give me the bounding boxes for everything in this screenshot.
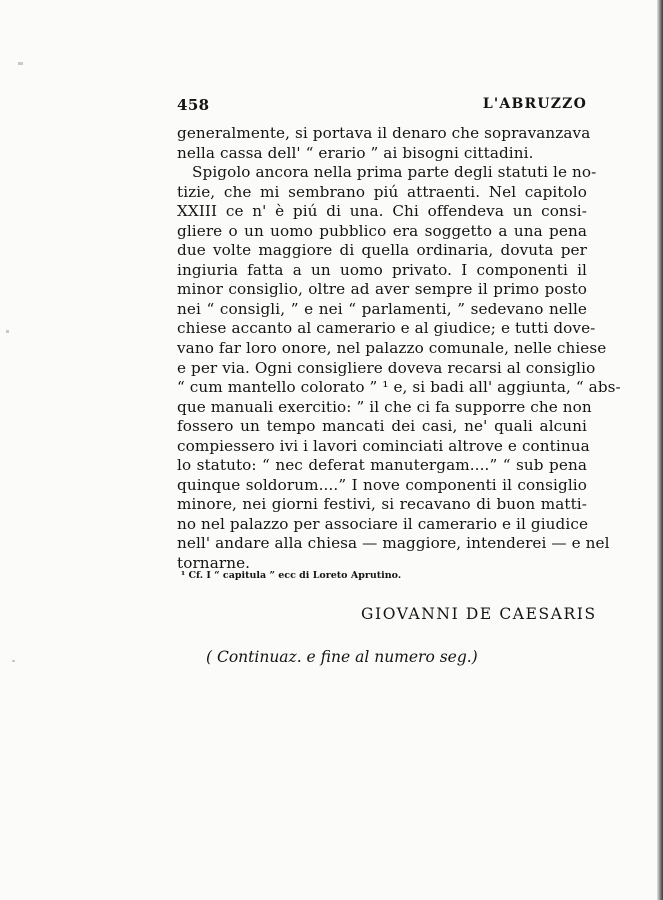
paper-speck [18, 62, 23, 65]
text-line: nella cassa dell' “ erario ” ai bisogni cittadini. [177, 143, 534, 162]
text-line: lo statuto: “ nec deferat manutergam....” “ sub pena [177, 456, 587, 475]
text-line: quinque soldorum....” I nove componenti il consiglio [177, 475, 587, 494]
text-line: “ cum mantello colorato ” ¹ e, si badi all' aggiunta, “ abs- [177, 378, 621, 397]
text-line: due volte maggiore di quella ordinaria, dovuta per [177, 241, 587, 260]
footnote: ¹ Cf. I “ capitula ” ecc di Loreto Aprutino. [181, 570, 402, 581]
running-title: L'ABRUZZO [482, 96, 587, 112]
text-line: generalmente, si portava il denaro che sopravanzava [177, 124, 591, 142]
continuation-note: ( Continuaz. e fine al numero seg.) [206, 648, 478, 666]
page-number: 458 [177, 96, 210, 114]
page-edge-shadow [657, 0, 663, 900]
author-signature: GIOVANNI DE CAESARIS [361, 605, 597, 623]
text-line: no nel palazzo per associare il camerario e il giudice [177, 514, 589, 533]
paper-speck [12, 660, 15, 662]
text-line: compiessero ivi i lavori cominciati altrove e continua [177, 436, 590, 455]
text-line: minore, nei giorni festivi, si recavano di buon matti- [177, 495, 587, 514]
text-line: nell' andare alla chiesa — maggiore, intenderei — e nel [177, 534, 610, 553]
text-line: que manuali exercitio: ” il che ci fa supporre che non [177, 397, 592, 416]
text-line: Spigolo ancora nella prima parte degli statuti le no- [192, 163, 597, 182]
text-line: nei “ consigli, ” e nei “ parlamenti, ” sedevano nelle [177, 299, 587, 318]
text-line: minor consiglio, oltre ad aver sempre il primo posto [177, 280, 587, 299]
paper-speck [6, 330, 9, 333]
text-line: ingiuria fatta a un uomo privato. I componenti il [177, 260, 587, 279]
page-header [177, 96, 587, 116]
body-text [177, 124, 621, 574]
text-line: gliere o un uomo pubblico era soggetto a una pena [177, 221, 587, 240]
text-line: e per via. Ogni consigliere doveva recarsi al consiglio [177, 358, 596, 377]
text-line: chiese accanto al camerario e al giudice; e tutti dove- [177, 319, 596, 338]
text-line: fossero un tempo mancati dei casi, ne' quali alcuni [177, 417, 587, 436]
text-line: vano far loro onore, nel palazzo comunale, nelle chiese [177, 339, 607, 358]
text-line: tizie, che mi sembrano piú attraenti. Nel capitolo [177, 182, 587, 201]
text-line: tornarne. [177, 554, 251, 573]
text-line: XXIII ce n' è piú di una. Chi offendeva un consi- [177, 202, 587, 221]
